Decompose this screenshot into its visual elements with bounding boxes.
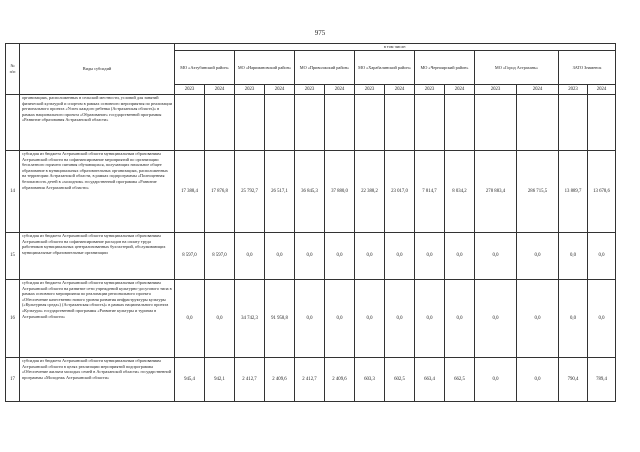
year-2024: 2024 <box>385 85 415 95</box>
year-2023: 2023 <box>175 85 205 95</box>
header-zato-znamensk: ЗАТО Знаменск <box>559 51 616 85</box>
value-cell: 0,0 <box>517 233 559 280</box>
header-mo-privolzhsky: МО «Приволжский район» <box>295 51 355 85</box>
value-cell: 0,0 <box>517 280 559 358</box>
value-cell: 0,0 <box>325 280 355 358</box>
value-cell: 945,4 <box>175 358 205 402</box>
value-cell <box>385 95 415 151</box>
row-number: 16 <box>6 280 20 358</box>
value-cell: 790,4 <box>559 358 588 402</box>
value-cell: 0,0 <box>235 233 265 280</box>
value-cell: 25 792,7 <box>235 151 265 233</box>
row-number: 17 <box>6 358 20 402</box>
value-cell: 8 597,0 <box>175 233 205 280</box>
value-cell <box>325 95 355 151</box>
header-kinds: Виды субсидий <box>20 44 175 95</box>
subsidy-description: субсидия из бюджета Астраханской области муниципальным образованиям Астраханской области на софинансирование мероприятий по организации бесплатного горячего питания обучающихся, получающих начальное общее образование в муниципальных образовательных организациях, расположенных на территории Астраханской области, в рамках подпрограммы «Полноценная безопасность детей в «холодном» государственной программы «Развитие образования Астраханской области» <box>20 151 175 233</box>
value-cell: 942,1 <box>205 358 235 402</box>
subsidy-description: организациях, расположенных в сельской местности, условий для занятий физической культурой и спортом в рамках основного мероприятия по реализации регионального проекта «Успех каждого ребенка (Астраханская область)» в рамках национального проекта «Образование» государственной программы «Развитие образования Астраханской области» <box>20 95 175 151</box>
subsidies-table <box>5 43 616 402</box>
value-cell: 0,0 <box>385 233 415 280</box>
value-cell <box>265 95 295 151</box>
table-row <box>6 151 616 233</box>
value-cell: 0,0 <box>445 280 475 358</box>
value-cell: 2 409,6 <box>265 358 295 402</box>
value-cell: 2 412,7 <box>235 358 265 402</box>
year-2023: 2023 <box>559 85 588 95</box>
value-cell: 0,0 <box>559 280 588 358</box>
value-cell <box>355 95 385 151</box>
value-cell <box>475 95 517 151</box>
value-cell: 0,0 <box>355 280 385 358</box>
value-cell <box>415 95 445 151</box>
year-2024: 2024 <box>517 85 559 95</box>
header-mo-astrakhan: МО «Город Астрахань» <box>475 51 559 85</box>
value-cell: 0,0 <box>445 233 475 280</box>
header-mo-kharabalinsky: МО «Харабалинский район» <box>355 51 415 85</box>
value-cell: 0,0 <box>175 280 205 358</box>
value-cell: 23 017,0 <box>385 151 415 233</box>
value-cell: 0,0 <box>517 358 559 402</box>
value-cell <box>205 95 235 151</box>
header-mo-akhtubinsky: МО «Ахтубинский район» <box>175 51 235 85</box>
value-cell: 0,0 <box>325 233 355 280</box>
value-cell: 0,0 <box>295 280 325 358</box>
value-cell: 0,0 <box>475 358 517 402</box>
header-mo-chernoyarsky: МО «Черноярский район» <box>415 51 475 85</box>
row-number: 15 <box>6 233 20 280</box>
value-cell: 26 517,1 <box>265 151 295 233</box>
value-cell: 0,0 <box>265 233 295 280</box>
year-2024: 2024 <box>588 85 616 95</box>
header-including: в том числе: <box>175 44 616 51</box>
value-cell: 663,4 <box>415 358 445 402</box>
year-2024: 2024 <box>445 85 475 95</box>
value-cell: 603,3 <box>355 358 385 402</box>
value-cell: 662,5 <box>445 358 475 402</box>
subsidy-description: субсидия из бюджета Астраханской области муниципальным образованиям Астраханской области на развитие сети учреждений культурно-досугового типа в рамках основного мероприятия по реализации регионального проекта «Обеспечение качественно нового уровня развития инфраструктуры культуры («Культурная среда») (Астраханская область)» в рамках национального проекта «Культура» государственной программы «Развитие культуры и туризма в Астраханской области» <box>20 280 175 358</box>
value-cell: 36 845,3 <box>295 151 325 233</box>
value-cell: 789,4 <box>588 358 616 402</box>
table-row <box>6 95 616 151</box>
subsidy-description: субсидия из бюджета Астраханской области муниципальным образованиям Астраханской области в целях реализации мероприятий подпрограммы «Обеспечение жильем молодых семей в Астраханской области» государственной программы «Молодежь Астраханской области» <box>20 358 175 402</box>
value-cell: 8 034,2 <box>445 151 475 233</box>
value-cell: 37 880,0 <box>325 151 355 233</box>
value-cell: 0,0 <box>295 233 325 280</box>
value-cell: 278 883,4 <box>475 151 517 233</box>
row-number <box>6 95 20 151</box>
value-cell: 22 388,2 <box>355 151 385 233</box>
value-cell: 602,5 <box>385 358 415 402</box>
year-2023: 2023 <box>355 85 385 95</box>
value-cell: 0,0 <box>385 280 415 358</box>
value-cell <box>559 95 588 151</box>
value-cell: 0,0 <box>588 233 616 280</box>
table-row <box>6 233 616 280</box>
value-cell <box>445 95 475 151</box>
value-cell: 2 409,6 <box>325 358 355 402</box>
value-cell: 0,0 <box>588 280 616 358</box>
year-2023: 2023 <box>295 85 325 95</box>
value-cell: 17 876,8 <box>205 151 235 233</box>
value-cell <box>175 95 205 151</box>
value-cell: 34 742,3 <box>235 280 265 358</box>
value-cell: 0,0 <box>355 233 385 280</box>
value-cell: 17 388,4 <box>175 151 205 233</box>
subsidy-description: субсидия из бюджета Астраханской области муниципальным образованиям Астраханской области на софинансирование расходов на оплату труда работников муниципальных централизованных бухгалтерий, обслуживающих муниципальные образовательные организации <box>20 233 175 280</box>
header-rownum: № п/п <box>6 44 20 95</box>
value-cell: 2 412,7 <box>295 358 325 402</box>
value-cell: 8 597,0 <box>205 233 235 280</box>
value-cell: 13 678,6 <box>588 151 616 233</box>
year-2023: 2023 <box>415 85 445 95</box>
value-cell: 0,0 <box>475 233 517 280</box>
table-row <box>6 358 616 402</box>
year-2023: 2023 <box>235 85 265 95</box>
value-cell: 13 889,7 <box>559 151 588 233</box>
year-2024: 2024 <box>325 85 355 95</box>
value-cell: 0,0 <box>415 280 445 358</box>
header-mo-narimanovsky: МО «Наримановский район» <box>235 51 295 85</box>
value-cell <box>517 95 559 151</box>
value-cell: 0,0 <box>559 233 588 280</box>
value-cell: 286 715,5 <box>517 151 559 233</box>
year-2024: 2024 <box>265 85 295 95</box>
year-2024: 2024 <box>205 85 235 95</box>
value-cell <box>235 95 265 151</box>
year-2023: 2023 <box>475 85 517 95</box>
value-cell: 91 958,8 <box>265 280 295 358</box>
value-cell: 0,0 <box>475 280 517 358</box>
value-cell: 7 814,7 <box>415 151 445 233</box>
table-row <box>6 280 616 358</box>
page-number: 975 <box>314 29 326 37</box>
row-number: 14 <box>6 151 20 233</box>
value-cell: 0,0 <box>205 280 235 358</box>
value-cell <box>295 95 325 151</box>
value-cell <box>588 95 616 151</box>
value-cell: 0,0 <box>415 233 445 280</box>
